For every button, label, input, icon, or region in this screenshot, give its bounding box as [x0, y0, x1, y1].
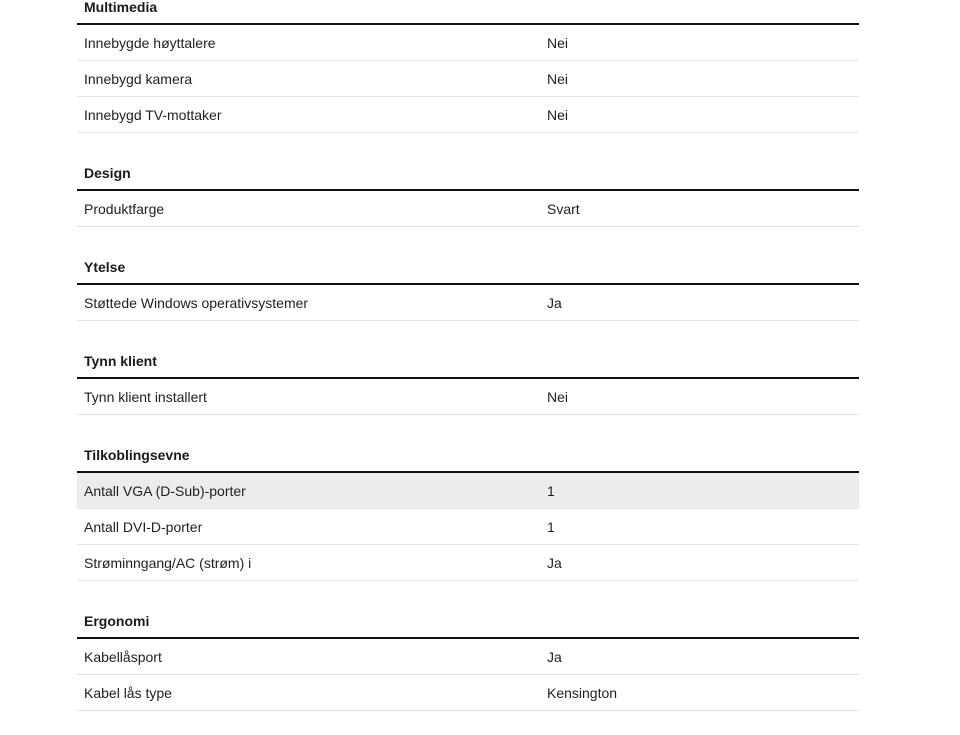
spec-row	[77, 509, 859, 545]
section-title: Ergonomi	[84, 613, 150, 629]
section-title: Design	[84, 165, 131, 181]
spec-section-tynn-klient	[77, 345, 859, 415]
spec-row	[77, 675, 859, 711]
section-title: Tilkoblingsevne	[84, 447, 190, 463]
section-rows	[77, 471, 859, 581]
spec-label: Innebygd kamera	[84, 70, 193, 87]
spec-row	[77, 191, 859, 227]
spec-row	[77, 25, 859, 61]
spec-section-multimedia	[77, 0, 859, 133]
spec-section-tilkoblingsevne	[77, 439, 859, 581]
spec-value: Ja	[547, 648, 562, 665]
section-rows	[77, 189, 859, 227]
section-rows	[77, 377, 859, 415]
spec-row	[77, 545, 859, 581]
spec-label: Tynn klient installert	[84, 388, 207, 405]
spec-row	[77, 285, 859, 321]
spec-value: Nei	[547, 34, 569, 51]
spec-value: 1	[547, 482, 555, 499]
spec-value: Nei	[547, 106, 569, 123]
spec-row	[77, 97, 859, 133]
spec-section-design	[77, 157, 859, 227]
spec-value: Svart	[547, 200, 580, 217]
spec-label: Innebygde høyttalere	[84, 34, 216, 51]
section-rows	[77, 283, 859, 321]
spec-value: Kensington	[547, 684, 618, 701]
spec-value: Ja	[547, 554, 562, 571]
spec-label: Kabel lås type	[84, 684, 172, 701]
spec-section-ytelse	[77, 251, 859, 321]
section-title: Ytelse	[84, 259, 126, 275]
section-rows	[77, 23, 859, 133]
spec-label: Kabellåsport	[84, 648, 162, 665]
spec-label: Antall VGA (D-Sub)-porter	[84, 482, 246, 499]
spec-value: Nei	[547, 388, 569, 405]
spec-row	[77, 473, 859, 509]
section-title: Tynn klient	[84, 353, 157, 369]
spec-row	[77, 61, 859, 97]
spec-row	[77, 379, 859, 415]
spec-value: 1	[547, 518, 555, 535]
spec-value: Ja	[547, 294, 562, 311]
spec-label: Strøminngang/AC (strøm) i	[84, 554, 252, 571]
spec-section-ergonomi	[77, 605, 859, 711]
section-rows	[77, 637, 859, 711]
spec-row	[77, 639, 859, 675]
spec-label: Antall DVI-D-porter	[84, 518, 203, 535]
spec-label: Innebygd TV-mottaker	[84, 106, 222, 123]
spec-label: Støttede Windows operativsystemer	[84, 294, 309, 311]
spec-value: Nei	[547, 70, 569, 87]
section-title: Multimedia	[84, 0, 158, 15]
spec-table	[77, 0, 859, 735]
spec-label: Produktfarge	[84, 200, 165, 217]
